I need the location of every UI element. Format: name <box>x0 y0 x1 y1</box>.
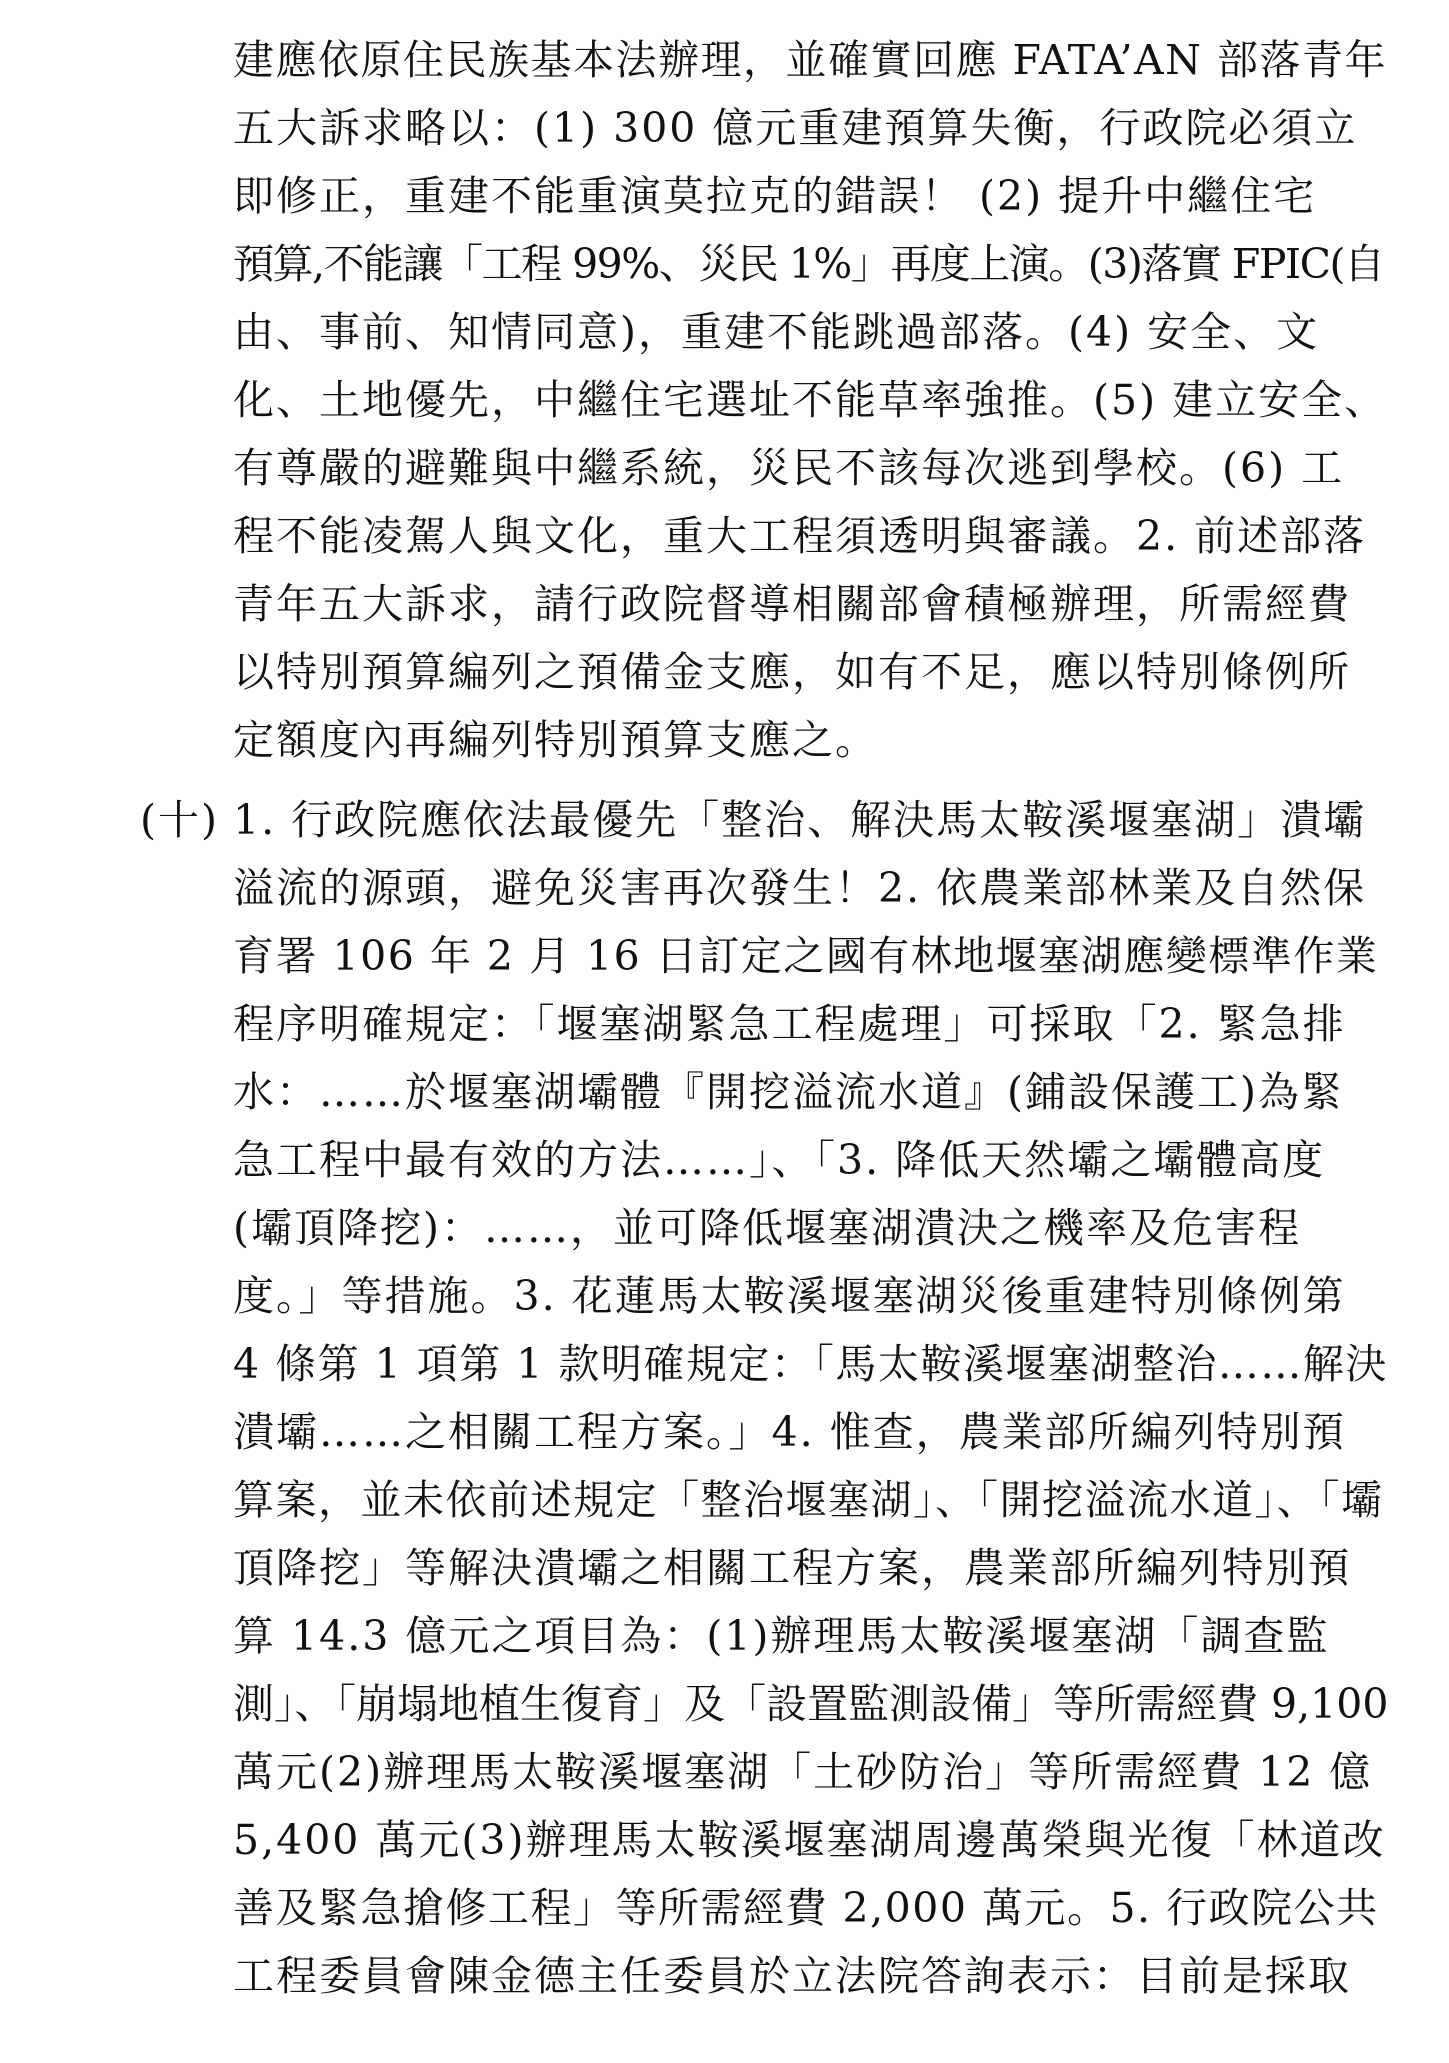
paragraph-9-line-8: 程不能凌駕人與文化，重大工程須透明與審議。2. 前述部落 <box>233 512 1367 560</box>
paragraph-10-line-10: 潰壩……之相關工程方案。」4. 惟查，農業部所編列特別預 <box>233 1408 1346 1456</box>
paragraph-9-line-5: 由、事前、知情同意)，重建不能跳過部落。(4) 安全、文 <box>233 308 1320 356</box>
paragraph-9-line-4: 預算,不能讓「工程 99%、災民 1%」再度上演。(3)落實 FPIC(自 <box>233 240 1384 288</box>
paragraph-10-line-3: 育署 106 年 2 月 16 日訂定之國有林地堰塞湖應變標準作業 <box>233 932 1379 980</box>
paragraph-9-line-11: 定額度內再編列特別預算支應之。 <box>233 716 878 764</box>
paragraph-9-line-1: 建應依原住民族基本法辦理，並確實回應 FATA’AN 部落青年 <box>233 36 1388 84</box>
paragraph-9-line-3: 即修正，重建不能重演莫拉克的錯誤！ (2) 提升中繼住宅 <box>233 172 1317 220</box>
paragraph-9-line-9: 青年五大訴求，請行政院督導相關部會積極辦理，所需經費 <box>233 580 1351 628</box>
paragraph-9-line-7: 有尊嚴的避難與中繼系統，災民不該每次逃到學校。(6) 工 <box>233 444 1345 492</box>
paragraph-10-line-9: 4 條第 1 項第 1 款明確規定：「馬太鞍溪堰塞湖整治……解決 <box>233 1340 1388 1388</box>
paragraph-10-line-13: 算 14.3 億元之項目為：(1)辦理馬太鞍溪堰塞湖「調查監 <box>233 1612 1330 1660</box>
paragraph-10-marker: (十) <box>140 796 219 844</box>
paragraph-9-line-10: 以特別預算編列之預備金支應，如有不足，應以特別條例所 <box>233 648 1351 696</box>
paragraph-10-first-line <box>0 785 1449 855</box>
paragraph-10-line-16: 5,400 萬元(3)辦理馬太鞍溪堰塞湖周邊萬榮與光復「林道改 <box>233 1816 1386 1864</box>
paragraph-10-line-6: 急工程中最有效的方法……」、「3. 降低天然壩之壩體高度 <box>233 1136 1326 1184</box>
paragraph-10-line-8: 度。」等措施。3. 花蓮馬太鞍溪堰塞湖災後重建特別條例第 <box>233 1272 1346 1320</box>
paragraph-10-line-15: 萬元(2)辦理馬太鞍溪堰塞湖「土砂防治」等所需經費 12 億 <box>233 1748 1373 1796</box>
paragraph-10-line-17: 善及緊急搶修工程」等所需經費 2,000 萬元。5. 行政院公共 <box>233 1884 1379 1932</box>
paragraph-10-line-11: 算案，並未依前述規定「整治堰塞湖」、「開挖溢流水道」、「壩 <box>233 1476 1384 1524</box>
paragraph-10-line-12: 頂降挖」等解決潰壩之相關工程方案，農業部所編列特別預 <box>233 1544 1351 1592</box>
paragraph-10-line-18: 工程委員會陳金德主任委員於立法院答詢表示：目前是採取 <box>233 1952 1351 2000</box>
paragraph-9-line-2: 五大訴求略以：(1) 300 億元重建預算失衡，行政院必須立 <box>233 104 1358 152</box>
paragraph-9-line-6: 化、土地優先，中繼住宅選址不能草率強推。(5) 建立安全、 <box>233 376 1388 424</box>
paragraph-10-line-2: 溢流的源頭，避免災害再次發生！2. 依農業部林業及自然保 <box>233 864 1367 912</box>
paragraph-10-line-4: 程序明確規定：「堰塞湖緊急工程處理」可採取「2. 緊急排 <box>233 1000 1346 1048</box>
paragraph-10-line-7: (壩頂降挖)：……，並可降低堰塞湖潰決之機率及危害程 <box>233 1204 1301 1252</box>
paragraph-10-line-14: 測」、「崩塌地植生復育」及「設置監測設備」等所需經費 9,100 <box>233 1680 1389 1728</box>
paragraph-10-line-5: 水：……於堰塞湖壩體『開挖溢流水道』(鋪設保護工)為緊 <box>233 1068 1344 1116</box>
paragraph-10-line-1: 1. 行政院應依法最優先「整治、解決馬太鞍溪堰塞湖」潰壩 <box>233 796 1367 844</box>
